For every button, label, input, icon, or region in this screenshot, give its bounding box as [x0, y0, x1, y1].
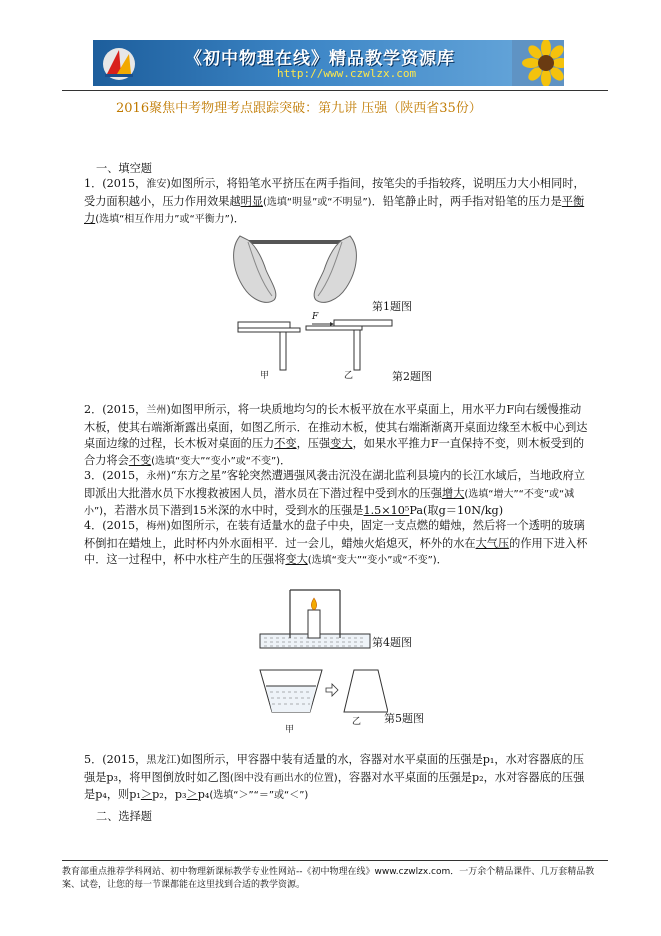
q5-place: 黑龙江 — [146, 755, 177, 766]
q2-place: 兰州 — [146, 405, 167, 416]
q3-place: 永州 — [146, 471, 167, 482]
q5-answer-1: ＞ — [140, 788, 153, 801]
figure-2-label-yi: 乙 — [344, 371, 354, 381]
figure-5-caption: 第5题图 — [384, 712, 424, 725]
figure-5-label-jia: 甲 — [285, 725, 295, 735]
figure-5-label-yi: 乙 — [352, 717, 362, 727]
figure-5-containers — [258, 664, 388, 722]
q1-answer-2: 平衡力 — [84, 194, 585, 225]
q4-place: 梅州 — [146, 521, 167, 532]
q4-answer-1: 大气压 — [475, 536, 510, 550]
question-4: 4．(2015，梅州)如图所示，在装有适量水的盘子中央，固定一支点燃的蜡烛，然后将一个透明的玻璃杯倒扣在蜡烛上，此时杯内外水面相平．过一会儿，蜡烛火焰熄灭，杯外的水在大气压的作用下进入杯中．这一过程中，杯中水柱产生的压强将变大(选填“变大”“变小”或“不变”)． — [84, 519, 588, 566]
figure-1-caption: 第1题图 — [372, 300, 412, 313]
header-rule — [62, 90, 608, 91]
figure-4-caption: 第4题图 — [372, 636, 412, 649]
figure-2-label-jia: 甲 — [260, 371, 270, 381]
q2-answer-3: 不变 — [128, 453, 152, 467]
figure-2-force-label: F — [312, 312, 319, 322]
question-2: 2．(2015，兰州)如图甲所示，将一块质地均匀的长木板平放在水平桌面上，用水平力F向右缓慢推动木板，使其右端渐渐露出桌面，如图乙所示．在推动木板，使其右端渐渐离开桌面边缘至木板中心到达桌面边缘的过程，长木板对桌面的压力不变，压强变大，如果水平推力F一直保持不变，则木板受到的合力将会不变(选填“变大”“变小”或“不变”)． — [84, 403, 588, 467]
q2-answer-1: 不变 — [274, 437, 297, 450]
q4-answer-2: 变大 — [285, 553, 308, 566]
banner-url[interactable]: http://www.czwlzx.com — [277, 67, 417, 80]
section-fill-heading: 一、填空题 — [96, 162, 152, 175]
banner-title: 《初中物理在线》精品教学资源库 — [185, 49, 455, 69]
q1-answer-1: 明显 — [240, 194, 264, 208]
site-banner — [93, 40, 564, 86]
q3-answer-2: 1.5×10⁵ — [363, 504, 410, 517]
figure-1-hands-pencil — [226, 230, 366, 310]
footer-rule — [62, 860, 608, 861]
question-5: 5．(2015，黑龙江)如图所示，甲容器中装有适量的水，容器对水平桌面的压强是p₁，水对容器底的压强是p₃，将甲图倒放时如乙图(图中没有画出水的位置)，容器对水平桌面的压强是p₂，水对容器底的压强是p₄，则p₁＞p₂，p₃＞p₄(选填“＞”“＝”或“＜”) — [84, 753, 585, 801]
q5-answer-2: ＞ — [186, 788, 198, 801]
page-footer: 教育部重点推荐学科网站、初中物理新课标教学专业性网站--《初中物理在线》www.czwlzx.com．一万余个精品课件、几万套精品教案、试卷，让您的每一节课都能在这里找到合适的教学资源。 — [62, 867, 595, 890]
section-choice-heading: 二、选择题 — [96, 810, 152, 823]
document-title: 2016聚焦中考物理考点跟踪突破：第九讲 压强（陕西省35份） — [116, 101, 482, 116]
figure-4-candle-glass — [256, 584, 374, 656]
question-1: 1．(2015，淮安)如图所示，将铅笔水平挤压在两手指间，按笔尖的手指较疼，说明压力大小相同时，受力面积越小，压力作用效果越明显(选填“明显”或“不明显”)．铅笔静止时，两手指对铅笔的压力是平衡力(选填“相互作用力”或“平衡力”)． — [84, 177, 585, 225]
question-3: 3．(2015，永州)“东方之星”客轮突然遭遇强风袭击沉没在湖北监利县境内的长江水域后，当地政府立即派出大批潜水员下水搜救被困人员，潜水员在下潜过程中受到水的压强增大(选填“增大”“不变”或“减小”)，若潜水员下潜到15米深的水中时，受到水的压强是1.5×10⁵Pa(取g＝10N/kg) — [84, 469, 585, 517]
q3-answer-1: 增大 — [442, 486, 465, 500]
q1-place: 淮安 — [146, 179, 167, 190]
sunflower-icon — [512, 40, 564, 86]
q2-answer-2: 变大 — [330, 437, 353, 450]
site-logo-icon — [99, 44, 139, 82]
figure-2-caption: 第2题图 — [392, 370, 432, 383]
